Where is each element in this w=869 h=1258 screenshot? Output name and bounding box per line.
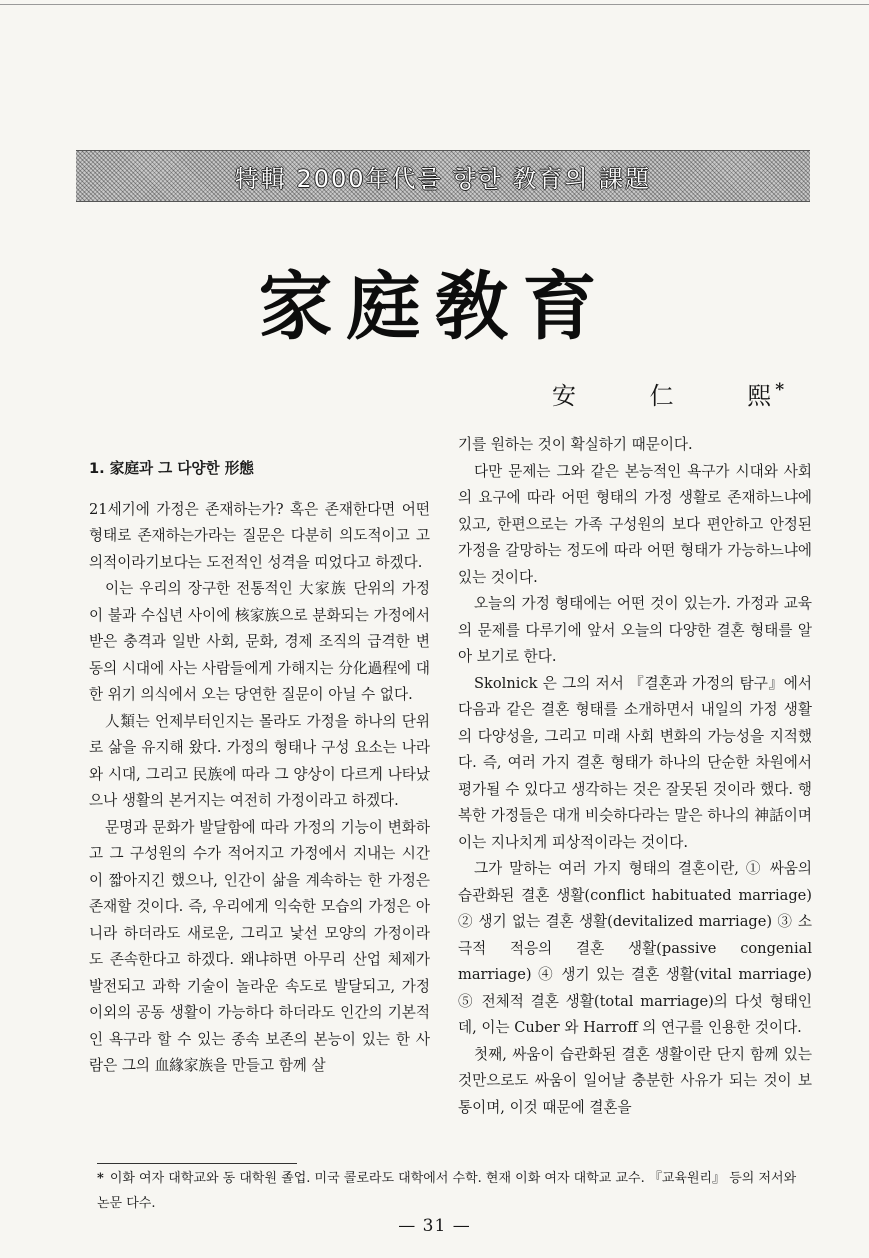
paragraph: 21세기에 가정은 존재하는가? 혹은 존재한다면 어떤 형태로 존재하는가라는 질문은 다분히 의도적이고 고의적이라기보다는 도전적인 성격을 띠었다고 하겠다. [89,500,430,571]
section-heading: 1. 家庭과 그 다양한 形態 [89,460,254,477]
paragraph: 이는 우리의 장구한 전통적인 大家族 단위의 가정이 불과 수십년 사이에 核家族으로 분화되는 가정에서 받은 충격과 일반 사회, 문화, 경제 조직의 급격한 변동의 시대에 사는 사람들에게 가해지는 分化過程에 대한 위기 의식에서 오는 당연한 질문이 아닐 수 없다. [89,580,430,703]
footnote-text: 이화 여자 대학교와 동 대학원 졸업. 미국 콜로라도 대학에서 수학. 현재 이화 여자 대학교 교수. 『교육원리』 등의 저서와 논문 다수. [97,1171,797,1211]
author-footnote-mark: * [775,380,787,400]
footnote-divider [97,1163,297,1164]
paragraph-continued: 기를 원하는 것이 확실하기 때문이다. [458,436,693,453]
right-column [458,432,812,1121]
top-border-line [0,4,869,5]
article-title: 家庭敎育 [258,264,611,350]
footnote-mark: * [97,1171,104,1186]
special-issue-banner [76,150,810,202]
author-footnote [97,1166,809,1216]
author-name: 安 仁 熙 [552,382,774,410]
author-byline [552,376,786,411]
left-column [89,456,430,1080]
page-number: — 31 — [398,1216,471,1236]
paragraph: 人類는 언제부터인지는 몰라도 가정을 하나의 단위로 삶을 유지해 왔다. 가정의 형태나 구성 요소는 나라와 시대, 그리고 民族에 따라 그 양상이 다르게 나타났으나 생활의 본거지는 여전히 가정이라고 하겠다. [89,712,430,809]
banner-text: 特輯 2000年代를 향한 敎育의 課題 [234,165,652,193]
paragraph: Skolnick 은 그의 저서 『결혼과 가정의 탐구』에서 다음과 같은 결혼 형태를 소개하면서 내일의 가정 생활의 다양성을, 그리고 미래 사회 변화의 가능성을 지적했다. 즉, 여러 가지 결혼 형태가 하나의 단순한 차원에서 평가될 수 있다고 생각하는 것은 잘못된 것이라 했다. 행복한 가정들은 대개 비슷하다라는 말은 하나의 神話이며 이는 지나치게 피상적이라는 것이다. [458,674,812,851]
paragraph: 다만 문제는 그와 같은 본능적인 욕구가 시대와 사회의 요구에 따라 어떤 형태의 가정 생활로 존재하느냐에 있고, 한편으로는 가족 구성원의 보다 편안하고 안정된 가정을 갈망하는 정도에 따라 어떤 형태가 가능하느냐에 있는 것이다. [458,462,812,586]
paragraph: 첫째, 싸움이 습관화된 결혼 생활이란 단지 함께 있는 것만으로도 싸움이 일어날 충분한 사유가 되는 것이 보통이며, 이것 때문에 결혼을 [458,1045,812,1116]
paragraph: 그가 말하는 여러 가지 형태의 결혼이란, ① 싸움의 습관화된 결혼 생활(conflict habituated marriage) ② 생기 없는 결혼 생활(devitalized marriage) ③ 소극적 적응의 결혼 생활(passive congenial marriage) ④ 생기 있는 결혼 생활(vital marriage) ⑤ 전체적 결혼 생활(total marriage)의 다섯 형태인데, 이는 Cuber 와 Harroff 의 연구를 인용한 것이다. [458,860,812,1036]
paragraph: 문명과 문화가 발달함에 따라 가정의 기능이 변화하고 그 구성원의 수가 적어지고 가정에서 지내는 시간이 짧아지긴 했으나, 인간이 삶을 계속하는 한 가정은 존재할 것이다. 즉, 우리에게 익숙한 모습의 가정은 아니라 하더라도 새로운, 그리고 낯선 모양의 가정이라도 존속한다고 하겠다. 왜냐하면 아무리 산업 체제가 발전되고 과학 기술이 놀라운 속도로 발달되고, 가정 이외의 공동 생활이 가능하다 하더라도 인간의 기본적인 욕구라 할 수 있는 종속 보존의 본능이 있는 한 사람은 그의 血緣家族을 만들고 함께 살 [89,818,430,1074]
paragraph: 오늘의 가정 형태에는 어떤 것이 있는가. 가정과 교육의 문제를 다루기에 앞서 오늘의 다양한 결혼 형태를 알아 보기로 한다. [458,595,812,665]
